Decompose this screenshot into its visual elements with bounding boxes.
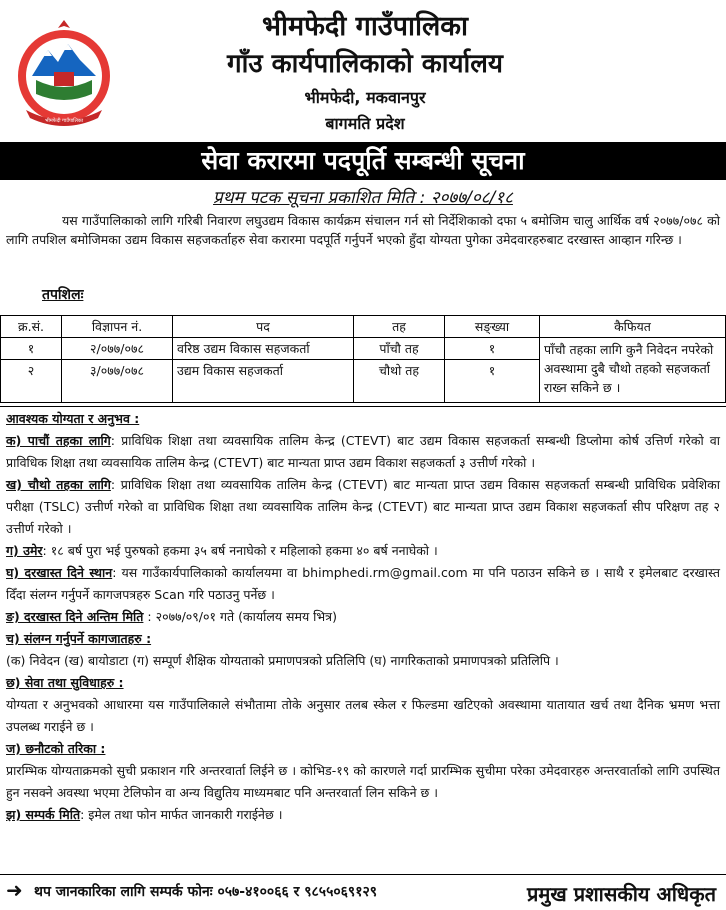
table-header-row — [1, 316, 726, 338]
documents-text: (क) निवेदन (ख) बायोडाटा (ग) सम्पूर्ण शैक्षिक योग्यताको प्रमाणपत्रको प्रतिलिपि (घ) नागरिकताको प्रमाणपत्रको प्रतिलिपि । — [6, 653, 559, 668]
office-address: भीमफेदी, मकवानपुर — [304, 88, 426, 107]
cell-sn: १ — [1, 338, 62, 360]
qualification-title: आवश्यक योग्यता र अनुभव : — [6, 411, 140, 426]
col-remark: कैफियत — [540, 316, 726, 338]
intro-paragraph: यस गाउँपालिकाको लागि गरिबी निवारण लघुउद्यम विकास कार्यक्रम संचालन गर्न सो निर्देशिकाको दफा ५ बमोजिम चालु आर्थिक वर्ष २०७७/०७८ को लागि तपशिल बमोजिमका उद्यम विकास सहजकर्ताहरु सेवा करारमा पदपूर्ति गर्नुपर्ने भएको हुँदा योग्यता पुगेका उमेदवारहरुबाट दरखास्त आव्हान गरिन्छ । — [6, 213, 720, 247]
item-nga: ङ) दरखास्त दिने अन्तिम मिति : २०७७/०९/०१ गते (कार्यालय समय भित्र) — [6, 609, 337, 624]
documents-title: च) संलग्न गर्नुपर्ने कागजातहरु : — [6, 631, 152, 646]
office-name: गाँउ कार्यपालिकाको कार्यालय — [227, 49, 503, 79]
arrow-icon: ➜ — [6, 878, 23, 902]
benefits-text: योग्यता र अनुभवको आधारमा यस गाउँपालिकाले संभौतामा तोके अनुसार तलब स्केल र फिल्डमा खटिएको अवस्थामा यातायात खर्च तथा दैनिक भ्रमण भत्ता उपलब्ध गराईने छ । — [6, 697, 720, 734]
svg-text:भीमफेदी गाउँपालिका: भीमफेदी गाउँपालिका — [44, 118, 84, 124]
footer — [0, 876, 726, 910]
cell-adno: २/०७७/०७८ — [62, 338, 173, 360]
chief-officer-signature: प्रमुख प्रशासकीय अधिकृत — [527, 882, 716, 906]
col-sn: क्र.सं. — [1, 316, 62, 338]
footer-divider — [0, 874, 726, 875]
item-ka: क) पाचौं तहका लागि: प्राविधिक शिक्षा तथा व्यवसायिक तालिम केन्द्र (CTEVT) बाट उद्यम विकास सहजकर्ता सम्बन्धी डिप्लोमा कोर्ष उत्तिर्ण गरेको वा प्राविधिक शिक्षा तथा व्यवसायिक तालिम केन्द्र (CTEVT) बाट मान्यता प्राप्त उद्यम विकाश सहजकर्ता ३ उत्तीर्ण गरेको । — [6, 433, 720, 470]
vacancy-table — [0, 315, 726, 403]
cell-sn: २ — [1, 360, 62, 403]
cell-level: पाँचौ तह — [354, 338, 445, 360]
cell-level: चौथो तह — [354, 360, 445, 403]
cell-post: वरिष्ठ उद्यम विकास सहजकर्ता — [173, 338, 354, 360]
item-kha: ख) चौथो तहका लागि: प्राविधिक शिक्षा तथा व्यवसायिक तालिम केन्द्र (CTEVT) बाट मान्यता प्राप्त उद्यम विकास सहजकर्ता सम्बन्धी प्राविधिक प्रवेशिका परीक्षा (TSLC) उत्तीर्ण गरेको वा प्राविधिक शिक्षा तथा व्यवसायिक तालिम केन्द्र (CTEVT) बाट मान्यता प्राप्त उद्यम विकाश सहजकर्ता सीप परिक्षण तह २ उत्तीर्ण गरेको । — [6, 477, 720, 536]
contact-info: थप जानकारिका लागि सम्पर्क फोनः ०५७-४१००६६ र ९८५५०६९१२९ — [34, 884, 378, 900]
item-ga: ग) उमेर: १८ बर्ष पुरा भई पुरुषको हकमा ३५ बर्ष ननाघेको र महिलाको हकमा ४० बर्ष ननाघेको । — [6, 543, 438, 558]
publish-date: प्रथम पटक सूचना प्रकाशित मिति : २०७७/०८/१८ — [213, 188, 513, 208]
item-jha: झ) सम्पर्क मिति: इमेल तथा फोन मार्फत जानकारी गराईनेछ । — [6, 807, 283, 822]
details-heading: तपशिलः — [42, 287, 84, 303]
cell-count: १ — [445, 360, 540, 403]
cell-post: उद्यम विकास सहजकर्ता — [173, 360, 354, 403]
cell-count: १ — [445, 338, 540, 360]
municipality-name: भीमफेदी गाउँपालिका — [261, 11, 468, 42]
notice-title-banner: सेवा करारमा पदपूर्ति सम्बन्धी सूचना — [0, 142, 726, 180]
selection-text: प्रारम्भिक योग्यताक्रमको सुची प्रकाशन गरि अन्तरवार्ता लिईने छ । कोभिड-१९ को कारणले गर्दा प्रारम्भिक सुचीमा परेका उमेदवारहरु अन्तरवार्ताको लागि उपस्थित हुन नसक्ने अवस्था भएमा टेलिफोन वा अन्य विद्युतिय माध्यमबाट पनि अन्तरवार्ता लिन सकिने छ । — [6, 763, 720, 800]
col-level: तह — [354, 316, 445, 338]
table-row — [1, 338, 726, 360]
cell-adno: ३/०७७/०७८ — [62, 360, 173, 403]
col-post: पद — [173, 316, 354, 338]
benefits-title: छ) सेवा तथा सुविधाहरु : — [6, 675, 124, 690]
item-gha: घ) दरखास्त दिने स्थान: यस गाउँकार्यपालिकाको कार्यालयमा वा bhimphedi.rm@gmail.com मा पनि पठाउन सकिने छ । साथै र इमेलबाट दरखास्त दिँदा संलग्न गर्नुपर्ने कागजपत्रहरु Scan गरि पठाउनु पर्नेछ । — [6, 565, 721, 602]
province-name: बागमति प्रदेश — [325, 114, 405, 133]
section-divider — [0, 406, 726, 407]
col-count: सङ्ख्या — [445, 316, 540, 338]
cell-remark: पाँचौ तहका लागि कुनै निवेदन नपरेको अवस्थामा दुबै चौथो तहको सहजकर्ता राख्न सकिने छ । — [540, 338, 726, 403]
requirements-section — [6, 408, 720, 826]
nepal-emblem-icon — [14, 14, 114, 129]
selection-title: ज) छनौटको तरिका : — [6, 741, 106, 756]
col-adno: विज्ञापन नं. — [62, 316, 173, 338]
